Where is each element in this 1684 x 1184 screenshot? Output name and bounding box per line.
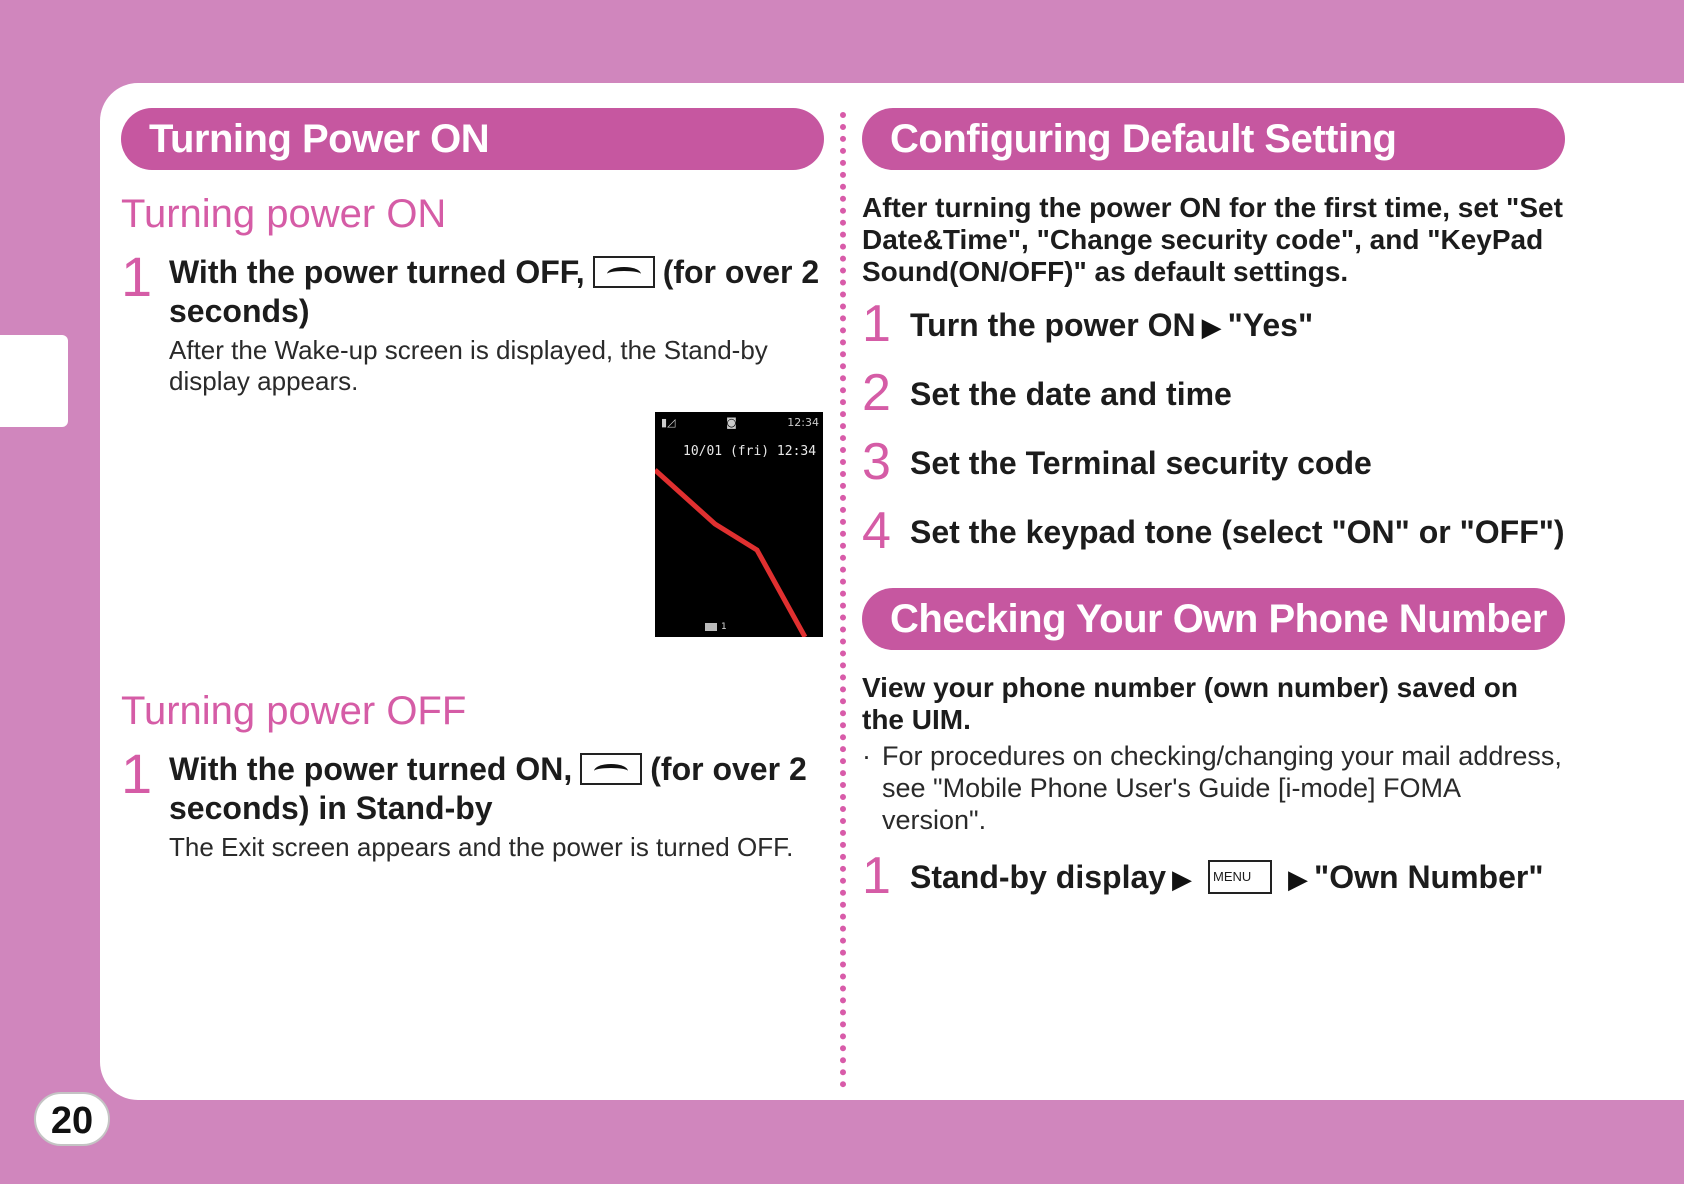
setting-step: [862, 433, 1565, 491]
section-banner-power-on: Turning Power ON: [121, 108, 824, 170]
date-time-readout: 10/01 (fri) 12:34: [683, 444, 817, 459]
power-on-step: [121, 245, 824, 397]
standby-screen-image: [655, 412, 823, 637]
step-title: [910, 858, 1565, 899]
step-title: [910, 306, 1565, 347]
mode-icon: ◙: [726, 416, 737, 429]
step-title: [169, 750, 824, 828]
step-number: 1: [121, 742, 153, 805]
step-title-text: With the power turned ON,: [169, 751, 573, 787]
mail-icon: [705, 623, 717, 631]
step-number: 3: [862, 433, 891, 491]
own-number-step: [862, 847, 1565, 905]
subhead-turning-power-off: Turning power OFF: [121, 689, 467, 733]
arrow-right-icon: ▶: [1288, 864, 1309, 894]
step-number: 2: [862, 364, 891, 422]
own-number-intro: View your phone number (own number) saved on the UIM.: [862, 672, 1519, 735]
step-title-text-2: "Own Number": [1314, 859, 1544, 895]
step-title-text: With the power turned OFF,: [169, 254, 585, 290]
clock-readout: 12:34: [787, 416, 819, 429]
setting-step: [862, 364, 1565, 422]
column-divider: [840, 112, 846, 1088]
step-title: [169, 253, 824, 331]
arrow-right-icon: ▶: [1201, 312, 1222, 342]
signal-icon: ▮◿: [661, 416, 676, 429]
power-off-step: [121, 742, 824, 863]
side-index-tab: [0, 335, 68, 427]
step-number: 1: [121, 245, 153, 308]
status-bar: [661, 416, 819, 429]
power-key-icon: [593, 256, 655, 288]
step-number: 4: [862, 502, 891, 560]
setting-step: [862, 502, 1565, 560]
step-number: 1: [862, 847, 891, 905]
step-title: Set the Terminal security code: [910, 445, 1372, 481]
default-setting-intro: After turning the power ON for the first time, set "Set Date&Time", "Change security code", and "KeyPad Sound(ON/OFF)" as default settings.: [862, 192, 1563, 287]
page-number: 20: [34, 1092, 110, 1146]
mail-address-note: · For procedures on checking/changing your mail address, see "Mobile Phone User's Guide [i-mode] FOMA version".: [862, 740, 1565, 836]
arrow-right-icon: ▶: [1172, 864, 1193, 894]
right-column: [862, 108, 1565, 905]
menu-key-icon: MENU: [1208, 860, 1272, 894]
step-number: 1: [862, 295, 891, 353]
step-title: Set the keypad tone (select "ON" or "OFF"): [910, 514, 1565, 550]
step-description: After the Wake-up screen is displayed, the Stand-by display appears.: [169, 335, 768, 396]
setting-step: [862, 295, 1565, 353]
mail-count: 1: [721, 622, 727, 632]
step-title-text-2: (for over 2 seconds): [169, 254, 820, 329]
step-title: Set the date and time: [910, 376, 1232, 412]
step-title-text-2: "Yes": [1227, 307, 1314, 343]
section-banner-own-number: Checking Your Own Phone Number: [862, 588, 1565, 650]
step-title-text: Stand-by display: [910, 859, 1167, 895]
subhead-turning-power-on: Turning power ON: [121, 192, 447, 236]
step-title-text: Turn the power ON: [910, 307, 1196, 343]
power-key-icon: [580, 753, 642, 785]
step-title-text-2: (for over 2 seconds) in Stand-by: [169, 751, 807, 826]
section-banner-default-setting: Configuring Default Setting: [862, 108, 1565, 170]
step-description: The Exit screen appears and the power is turned OFF.: [169, 832, 794, 862]
